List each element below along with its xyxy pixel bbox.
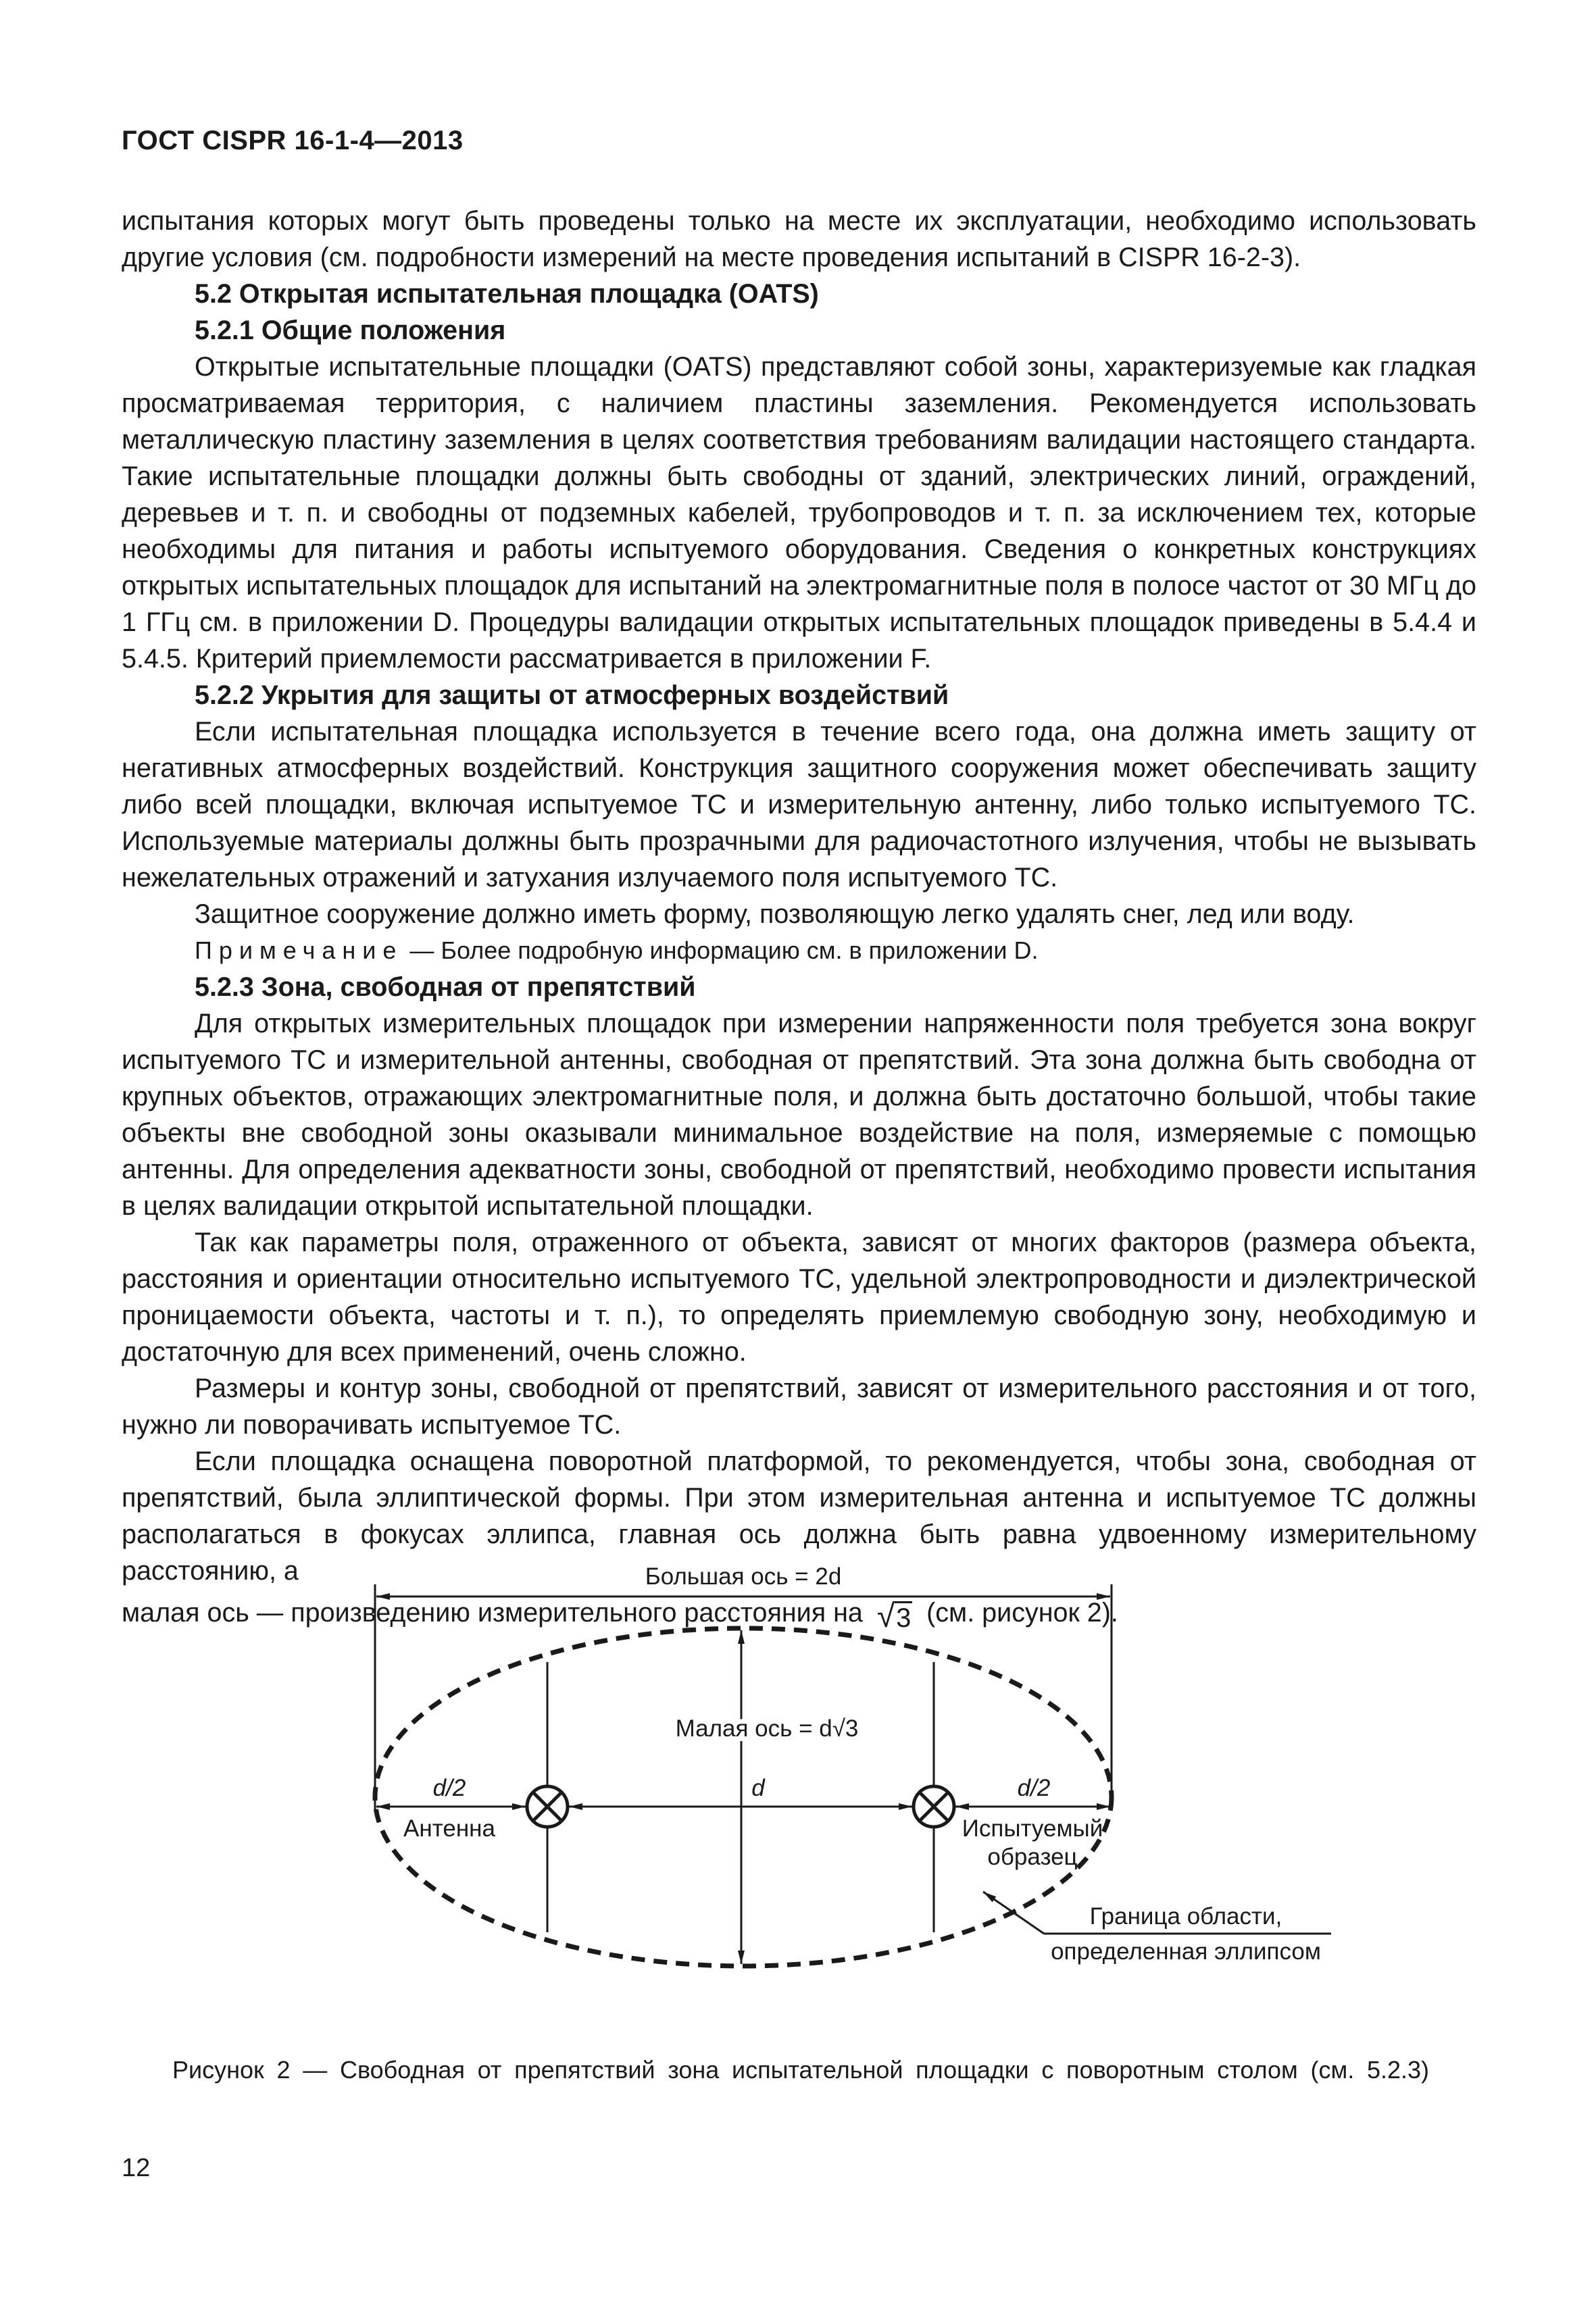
sample-label-line-2: образец (987, 1844, 1078, 1870)
paragraph-5-2-2-a: Если испытательная площадка используется в течение всего года, она должна иметь защиту от негативных атмосферных воздействий. Конструкция защитного сооружения может обеспечивать защиту либо всей площадки, включая испытуемое ТС и измерительную антенну, либо только испытуемого ТС. Используемые материалы должны быть прозрачными для радиочастотного излучения, чтобы не вызывать нежелательных отражений и затухания излучаемого поля испытуемого ТС. (122, 717, 1476, 892)
center-distance-label: d (751, 1775, 765, 1801)
antenna-marker-icon (527, 1786, 568, 1827)
paragraph-5-2-3-d: Если площадка оснащена поворотной платформой, то рекомендуется, чтобы зона, свободная от препятствий, была эллиптической формы. При этом измерительная антенна и испытуемое ТС должны располагаться в фокусах эллипса, главная ось должна быть равна удвоенному измерительному расстоянию, а (122, 1447, 1476, 1586)
sqrt-symbol: √3 (876, 1599, 912, 1634)
major-axis-label: Большая ось = 2d (645, 1563, 842, 1590)
right-half-label: d/2 (1017, 1775, 1051, 1801)
figure-caption: Рисунок 2 — Свободная от препятствий зона испытательной площадки с поворотным столом (см. 5.2.3) (172, 2056, 1429, 2084)
document-header: ГОСТ CISPR 16-1-4—2013 (122, 126, 464, 155)
paragraph-5-2-1: Открытые испытательные площадки (OATS) представляют собой зоны, характеризуемые как гладкая просматриваемая территория, с наличием пластины заземления. Рекомендуется использовать металлическую пластину заземления в целях соответствия требованиям валидации настоящего стандарта. Такие испытательные площадки должны быть свободны от зданий, электрических линий, ограждений, деревьев и т. п. и свободны от подземных кабелей, трубопроводов и т. п. за исключением тех, которые необходимы для питания и работы испытуемого оборудования. Сведения о конкретных конструкциях открытых испытательных площадок для испытаний на электромагнитные поля в полосе частот от 30 МГц до 1 ГГц см. в приложении D. Процедуры валидации открытых испытательных площадок приведены в 5.4.4 и 5.4.5. Критерий приемлемости рассматривается в приложении F. (122, 352, 1476, 674)
section-heading-5-2-1: 5.2.1 Общие положения (195, 316, 506, 345)
sample-marker-icon (914, 1786, 954, 1827)
paragraph-5-2-2-b: Защитное сооружение должно иметь форму, позволяющую легко удалять снег, лед или воду. (195, 899, 1355, 929)
paragraph-5-2-3-e-before: малая ось — произведению измерительного расстояния на (122, 1598, 870, 1628)
paragraph-5-2-3-c: Размеры и контур зоны, свободной от препятствий, зависят от измерительного расстояния и от того, нужно ли поворачивать испытуемое ТС. (122, 1374, 1476, 1440)
section-heading-5-2-2: 5.2.2 Укрытия для защиты от атмосферных воздействий (195, 680, 949, 710)
section-heading-5-2-3: 5.2.3 Зона, свободная от препятствий (195, 972, 696, 1002)
paragraph-5-2-3-e (122, 1594, 1476, 1636)
note-label: Примечание (195, 936, 403, 964)
paragraph-continuation: испытания которых могут быть проведены только на месте их эксплуатации, необходимо использовать другие условия (см. подробности измерений на месте проведения испытаний в CISPR 16-2-3). (122, 206, 1476, 272)
sqrt-argument: 3 (895, 1601, 912, 1633)
boundary-leader-line (983, 1892, 1044, 1934)
paragraph-5-2-3-a: Для открытых измерительных площадок при измерении напряженности поля требуется зона вокруг испытуемого ТС и измерительной антенны, свободная от препятствий. Эта зона должна быть свободна от крупных объектов, отражающих электромагнитные поля, и должна быть достаточно большой, чтобы такие объекты вне свободной зоны оказывали минимальное воздействие на поля, измеряемые с помощью антенны. Для определения адекватности зоны, свободной от препятствий, необходимо провести испытания в целях валидации открытой испытательной площадки. (122, 1009, 1476, 1221)
minor-axis-label: Малая ось = d√3 (675, 1715, 859, 1742)
paragraph-5-2-3-e-after: (см. рисунок 2). (919, 1598, 1118, 1628)
free-zone-ellipse (375, 1628, 1112, 1966)
section-heading-5-2: 5.2 Открытая испытательная площадка (OATS) (195, 279, 819, 309)
paragraph-5-2-3-b: Так как параметры поля, отраженного от объекта, зависят от многих факторов (размера объекта, расстояния и ориентации относительно испытуемого ТС, удельной электропроводности и диэлектрической проницаемости объекта, частоты и т. п.), то определять приемлемую свободную зону, необходимую и достаточную для всех применений, очень сложно. (122, 1228, 1476, 1367)
page-number: 12 (122, 2154, 151, 2182)
sample-label-line-1: Испытуемый (962, 1815, 1103, 1842)
antenna-label: Антенна (403, 1815, 495, 1842)
boundary-label-line-1: Граница области, (1089, 1903, 1282, 1930)
note (122, 932, 1476, 969)
left-half-label: d/2 (432, 1775, 466, 1801)
boundary-label-line-2: определенная эллипсом (1051, 1938, 1321, 1965)
body-text (122, 203, 1476, 1636)
note-text: — Более подробную информацию см. в приложении D. (403, 936, 1039, 964)
